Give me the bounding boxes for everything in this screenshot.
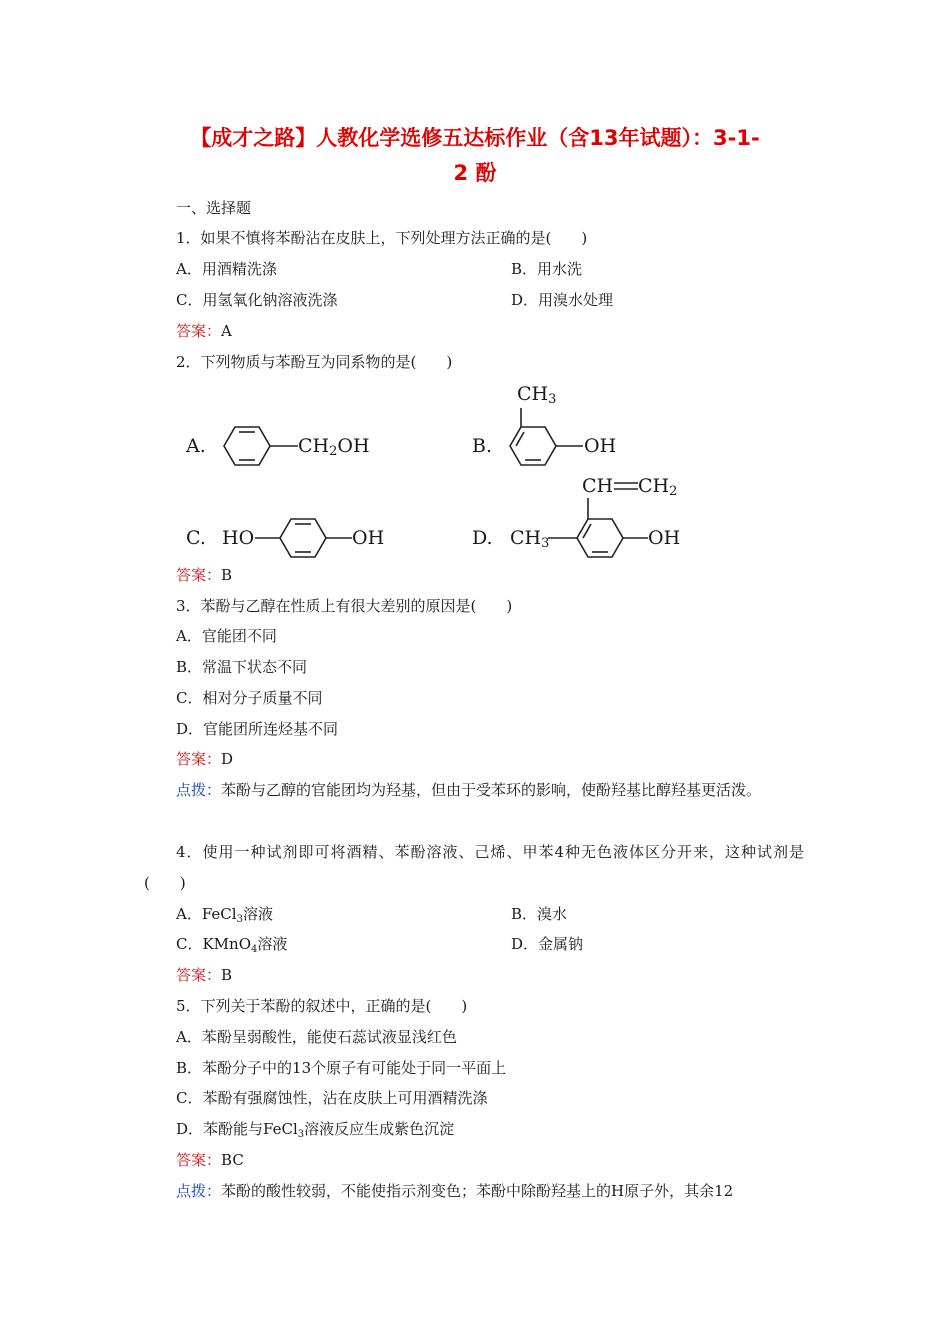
question-stem: 4．使用一种试剂即可将酒精、苯酚溶液、己烯、甲苯4种无色液体区分开来，这种试剂是( ) — [144, 843, 804, 892]
answer — [176, 1150, 244, 1170]
option-text: C．KMnO — [176, 935, 252, 953]
option-text: D．苯酚能与FeCl — [176, 1120, 298, 1138]
hint-text: 苯酚与乙醇的官能团均为羟基，但由于受苯环的影响，使酚羟基比醇羟基更活泼。 — [221, 781, 762, 799]
answer — [176, 965, 232, 985]
option-d-letter: D. — [472, 527, 493, 549]
section-heading: 一、选择题 — [176, 199, 252, 217]
option-c: C．苯酚有强腐蚀性，沾在皮肤上可用酒精洗涤 — [176, 1089, 488, 1107]
answer-label: 答案： — [176, 966, 222, 984]
group-text: CH — [517, 383, 549, 405]
option-d: D．金属钠 — [511, 935, 584, 953]
option-c-hydroxyl-right: OH — [352, 527, 385, 549]
hint-paragraph — [144, 775, 804, 806]
option-c — [176, 934, 287, 960]
benzene-ring-a — [224, 427, 298, 465]
option-b-hydroxyl: OH — [584, 435, 617, 457]
subscript: 3 — [236, 914, 243, 925]
option-b: B．苯酚分子中的13个原子有可能处于同一平面上 — [176, 1059, 507, 1077]
hint-text: 苯酚的酸性较弱，不能使指示剂变色；苯酚中除酚羟基上的H原子外，其余12 — [221, 1182, 734, 1200]
hint-paragraph — [144, 1176, 804, 1207]
option-d-vinyl-ch: CH — [582, 475, 614, 497]
group-text: CH — [638, 475, 670, 497]
subscript: 4 — [251, 944, 258, 955]
option-d: D．用溴水处理 — [511, 291, 614, 309]
answer-label: 答案： — [176, 566, 222, 584]
answer-value: BC — [221, 1151, 244, 1169]
answer-value: A — [221, 322, 232, 340]
answer-value: D — [221, 750, 234, 768]
title-line-1: 【成才之路】人教化学选修五达标作业（含13年试题）：3-1- — [190, 126, 760, 150]
option-d-vinyl-ch2 — [638, 474, 677, 504]
answer-value: B — [221, 566, 233, 584]
option-a-substituent — [298, 434, 370, 464]
option-text: A．FeCl — [176, 905, 237, 923]
answer-label: 答案： — [176, 1151, 222, 1169]
subscript: 3 — [297, 1129, 305, 1140]
hint-label: 点拨： — [176, 1182, 222, 1200]
subscript: 2 — [329, 444, 338, 459]
option-d-methyl — [510, 526, 549, 556]
option-b: B．用水洗 — [511, 260, 583, 278]
option-a: A．用酒精洗涤 — [176, 260, 277, 278]
benzene-ring-b — [510, 408, 583, 465]
hint-label: 点拨： — [176, 781, 222, 799]
option-c: C．用氢氧化钠溶液洗涤 — [176, 291, 338, 309]
option-a: A．官能团不同 — [176, 627, 277, 645]
option-a — [176, 904, 273, 930]
option-d: D．官能团所连烃基不同 — [176, 720, 339, 738]
group-text: OH — [337, 435, 370, 457]
subscript: 3 — [548, 392, 557, 407]
benzene-ring-c — [255, 519, 352, 557]
option-c: C．相对分子质量不同 — [176, 689, 323, 707]
option-text: 溶液 — [242, 905, 273, 923]
answer-label: 答案： — [176, 750, 222, 768]
option-d — [176, 1119, 454, 1145]
option-b-methyl — [517, 382, 556, 412]
answer — [176, 565, 232, 585]
question-stem: 5．下列关于苯酚的叙述中，正确的是( ) — [176, 997, 468, 1015]
option-text: 溶液 — [257, 935, 288, 953]
subscript: 2 — [669, 484, 678, 499]
question-stem: 2．下列物质与苯酚互为同系物的是( ) — [176, 353, 453, 371]
title-line-2: 2 酚 — [453, 161, 497, 185]
option-d-hydroxyl: OH — [648, 527, 681, 549]
question-stem: 3．苯酚与乙醇在性质上有很大差别的原因是( ) — [176, 597, 513, 615]
group-text: CH — [298, 435, 330, 457]
answer-label: 答案： — [176, 322, 222, 340]
option-c-letter: C. — [186, 527, 206, 549]
option-b: B．常温下状态不同 — [176, 658, 308, 676]
option-b: B．溴水 — [511, 905, 568, 923]
answer-value: B — [221, 966, 233, 984]
subscript: 3 — [541, 536, 550, 551]
question-stem: 1．如果不慎将苯酚沾在皮肤上，下列处理方法正确的是( ) — [176, 229, 588, 247]
option-text: 溶液反应生成紫色沉淀 — [304, 1120, 455, 1138]
option-a-letter: A. — [186, 435, 206, 457]
option-a: A．苯酚呈弱酸性，能使石蕊试液显浅红色 — [176, 1028, 457, 1046]
option-b-letter: B. — [472, 435, 493, 457]
option-c-hydroxyl-left: HO — [222, 527, 255, 549]
group-text: CH — [510, 527, 542, 549]
answer — [176, 749, 233, 769]
